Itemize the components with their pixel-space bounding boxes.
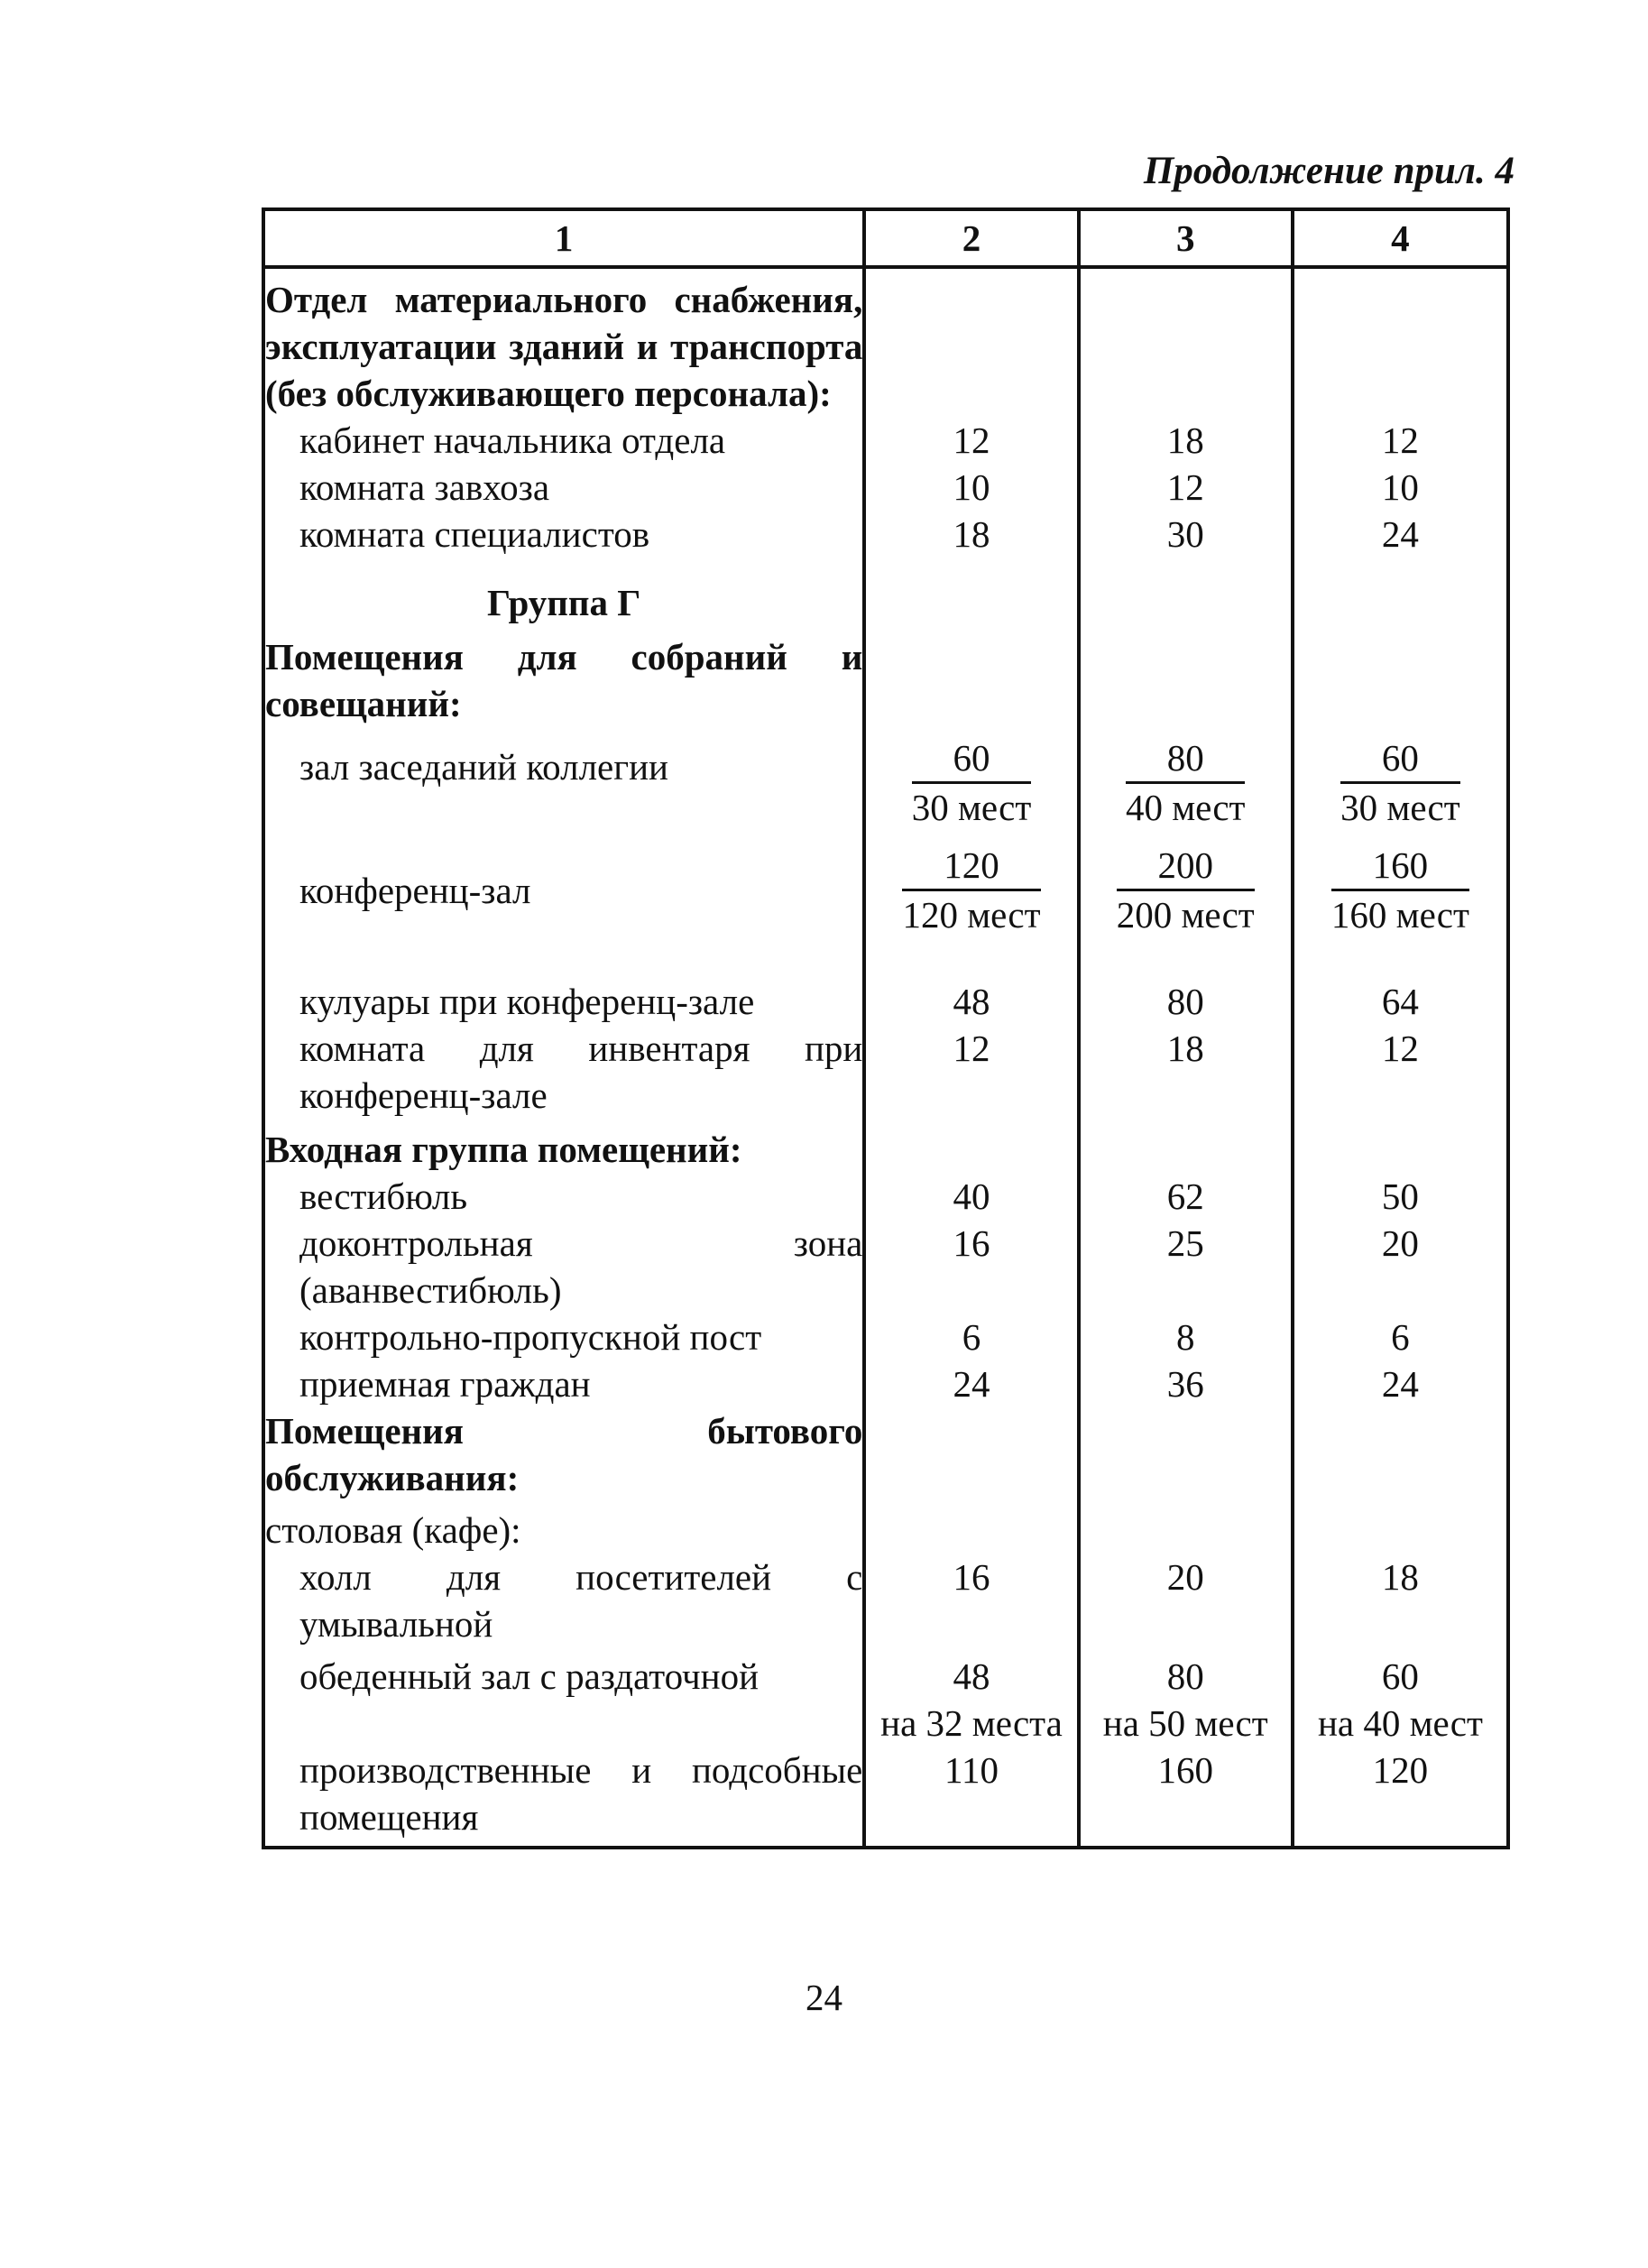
cell-value: 18 [864, 511, 1078, 558]
table-row [263, 1553, 1508, 1647]
area-value: 120 [902, 842, 1040, 891]
row-label: кулуары при конференц-зале [263, 978, 864, 1025]
fraction-value [912, 734, 1032, 831]
fraction-value [1331, 842, 1469, 938]
cell-value: 160 [1079, 1747, 1293, 1848]
cell-value: 62 [1079, 1173, 1293, 1220]
cell-value: 20 [1079, 1553, 1293, 1647]
seats-note: на 32 места [880, 1702, 1063, 1744]
cell-value: 8 [1079, 1314, 1293, 1360]
area-value: 60 [912, 734, 1032, 784]
cell-value: 24 [1293, 511, 1508, 558]
row-label: комната специалистов [263, 511, 864, 558]
row-label: производственные и подсобные помещения [263, 1747, 864, 1848]
cell-value: 64 [1293, 978, 1508, 1025]
fraction-value [902, 842, 1040, 938]
cell-value: 6 [1293, 1314, 1508, 1360]
cell-value: 12 [1079, 464, 1293, 511]
page-number: 24 [806, 1977, 842, 2018]
row-label: вестибюль [263, 1173, 864, 1220]
seats-note: на 40 мест [1317, 1702, 1483, 1744]
cell-value: 6 [864, 1314, 1078, 1360]
seats-note: на 50 мест [1102, 1702, 1268, 1744]
cell-value: 12 [1293, 417, 1508, 464]
table-row [263, 1360, 1508, 1407]
table-row [263, 1173, 1508, 1220]
row-label: комната завхоза [263, 464, 864, 511]
seats-value: 160 мест [1330, 894, 1469, 936]
cell-value: 10 [1293, 464, 1508, 511]
section-title: Помещения для собраний и совещаний: [263, 626, 864, 727]
table-row [263, 1025, 1508, 1119]
continuation-note: Продолжение прил. 4 [1143, 150, 1515, 192]
column-header: 2 [864, 209, 1078, 267]
table-row [263, 831, 1508, 978]
cell-value: 18 [1293, 1553, 1508, 1647]
group-title-row [263, 558, 1508, 626]
seats-value: 30 мест [911, 787, 1032, 828]
table-row [263, 417, 1508, 464]
table-row [263, 511, 1508, 558]
cell-value: 36 [1079, 1360, 1293, 1407]
area-value: 160 [1331, 842, 1469, 891]
row-label: конференц-зал [263, 831, 864, 978]
seats-value: 30 мест [1340, 787, 1460, 828]
fraction-value [1126, 734, 1246, 831]
cell-value: 110 [864, 1747, 1078, 1848]
cell-value: 80 [1166, 1655, 1204, 1697]
row-label: зал заседаний коллегии [263, 727, 864, 831]
cell-value: 80 [1079, 978, 1293, 1025]
section-title-row [263, 1407, 1508, 1501]
row-label: кабинет начальника отдела [263, 417, 864, 464]
row-label: холл для посетителей с умывальной [263, 1553, 864, 1647]
cell-value: 30 [1079, 511, 1293, 558]
rooms-table [262, 207, 1510, 1849]
section-title-row [263, 1119, 1508, 1173]
table-row [263, 1747, 1508, 1848]
fraction-value [1340, 734, 1460, 831]
cell-value: 18 [1079, 417, 1293, 464]
cell-value: 120 [1293, 1747, 1508, 1848]
cell-value: 48 [864, 978, 1078, 1025]
area-value: 60 [1340, 734, 1460, 784]
row-label: приемная граждан [263, 1360, 864, 1407]
row-label: комната для инвентаря при конференц-зале [263, 1025, 864, 1119]
table-row [263, 1314, 1508, 1360]
column-header: 4 [1293, 209, 1508, 267]
cell-value: 16 [864, 1553, 1078, 1647]
table-row [263, 727, 1508, 831]
cell-value: 60 [1381, 1655, 1419, 1697]
section-title-row [263, 626, 1508, 727]
table-row [263, 1647, 1508, 1747]
section-title: Помещения бытового обслуживания: [263, 1407, 864, 1501]
seats-value: 120 мест [902, 894, 1041, 936]
column-header: 1 [263, 209, 864, 267]
section-title: Отдел материального снабжения, эксплуатации зданий и транспорта (без обслуживающего персонала): [263, 267, 864, 417]
area-value: 80 [1126, 734, 1246, 784]
group-title: Группа Г [263, 558, 864, 626]
cell-value: 40 [864, 1173, 1078, 1220]
section-title: Входная группа помещений: [263, 1119, 864, 1173]
subsection-title: столовая (кафе): [263, 1501, 864, 1553]
table-row [263, 464, 1508, 511]
cell-value: 16 [864, 1220, 1078, 1314]
section-title-row [263, 267, 1508, 417]
cell-value: 12 [864, 1025, 1078, 1119]
cell-value: 18 [1079, 1025, 1293, 1119]
cell-value: 48 [953, 1655, 990, 1697]
cell-value: 12 [1293, 1025, 1508, 1119]
cell-value: 25 [1079, 1220, 1293, 1314]
table-row [263, 978, 1508, 1025]
table-row [263, 1220, 1508, 1314]
fraction-value [1117, 842, 1255, 938]
cell-value: 12 [864, 417, 1078, 464]
seats-value: 40 мест [1125, 787, 1246, 828]
cell-value: 10 [864, 464, 1078, 511]
cell-value: 24 [1293, 1360, 1508, 1407]
row-label: контрольно-пропускной пост [263, 1314, 864, 1360]
seats-value: 200 мест [1116, 894, 1255, 936]
table-header-row [263, 209, 1508, 267]
cell-value: 20 [1293, 1220, 1508, 1314]
column-header: 3 [1079, 209, 1293, 267]
subsection-row [263, 1501, 1508, 1553]
area-value: 200 [1117, 842, 1255, 891]
row-label: доконтрольная зона (аванвестибюль) [263, 1220, 864, 1314]
cell-value: 24 [864, 1360, 1078, 1407]
row-label: обеденный зал с раздаточной [263, 1647, 864, 1747]
cell-value: 50 [1293, 1173, 1508, 1220]
